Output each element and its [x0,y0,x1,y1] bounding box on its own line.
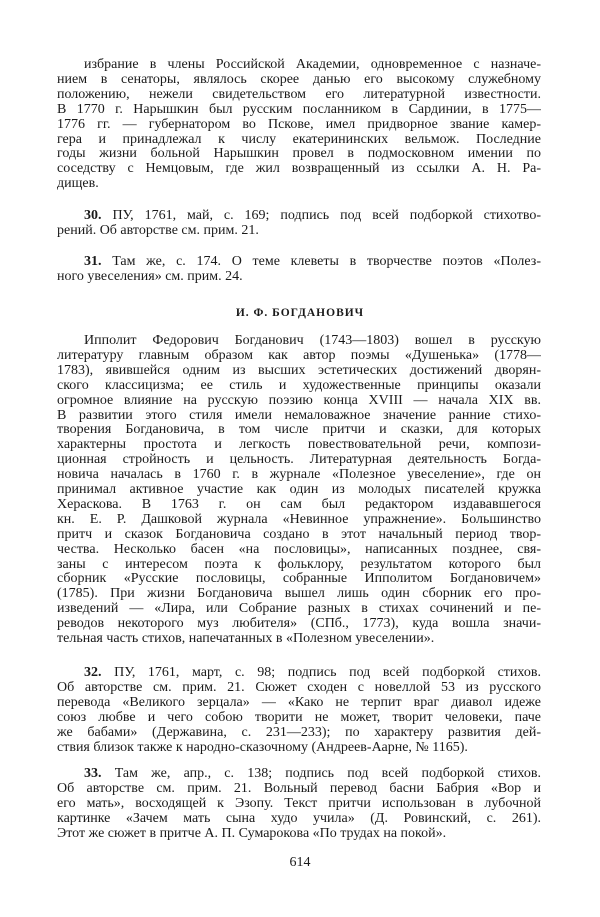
para-bogdanovich-line: реводов некоторого муз любителя» (СПб., 1773), куда вошла значи- [57,616,541,632]
para-bogdanovich-line: В развитии этого стиля имели немаловажное значение ранние стихо- [57,407,541,423]
para-bogdanovich-line: 1783), явившейся одним из высших эстетических достижений дворян- [57,362,541,378]
para-naryshkin-line: годы жизни больной Нарышкин провел в подмосковном имении по [57,146,541,162]
para-bogdanovich-line: чества. Несколько басен «на пословицы», написанных позднее, свя- [57,541,541,557]
note-number: 33. [84,766,102,781]
para-bogdanovich-line: принимал активное участие как один из молодых писателей кружка [57,482,541,497]
para-bogdanovich-line: литературу главным образом как автор поэмы «Душенька» (1778— [57,347,541,363]
page-number: 614 [289,855,311,870]
para-naryshkin-line: соседству с Немцовым, где жил возвращенный из ссылки А. Н. Ра- [57,161,541,177]
note-32-line [84,665,541,680]
note-33-line: Этот же сюжет в притче А. П. Сумарокова «По трудах на покой». [57,825,447,841]
para-bogdanovich-line: Ипполит Федорович Богданович (1743—1803) вошел в русскую [84,333,541,348]
note-number: 30. [84,208,102,223]
para-bogdanovich-line: тельная часть стихов, напечатанных в «Полезном увеселении». [57,631,435,646]
line-text: ПУ, 1761, май, с. 169; подпись под всей подборкой стихотво- [112,208,541,223]
note-32-line: союз любве и чего собою творити не может, творит человеки, паче [57,709,541,725]
note-31-line [84,254,541,269]
note-30-line: рений. Об авторстве см. прим. 21. [57,222,259,238]
para-naryshkin-line: гера и принадлежал к числу екатерининских вельмож. Последние [57,131,541,147]
line-text: Там же, апр., с. 138; подпись под всей подборкой стихов. [114,766,541,781]
para-bogdanovich-line: огромное влияние на русскую поэзию конца XVIII — начала XIX вв. [57,392,541,408]
para-naryshkin-line: нием в сенаторы, являлось скорее данью его высокому служебному [57,71,541,87]
note-32-line: Об авторстве см. прим. 21. Сюжет сходен с новеллой 53 из русского [57,679,541,695]
note-33-line [84,766,541,781]
para-naryshkin-line: положению, нежели свидетельством его литературной известности. [57,86,541,102]
para-bogdanovich-line: заны с интересом поэта к фольклору, результатом которого был [57,556,541,572]
note-33-line: Об авторстве см. прим. 21. Вольный перевод басни Бабрия «Вор и [57,780,541,796]
para-bogdanovich-line: новича началась в 1760 г. в журнале «Полезное увеселение», где он [57,467,541,483]
para-naryshkin-line: 1776 гг. — губернатором во Пскове, имел придворное звание камер- [57,116,541,132]
note-number: 31. [84,254,102,269]
section-heading: И. Ф. БОГДАНОВИЧ [235,307,365,319]
para-bogdanovich-line: изведений — «Лира, или Собрание разных в стихах сочинений и пе- [57,601,541,617]
para-bogdanovich-line: притч и сказок Богдановича создано в этот начальный период твор- [57,526,541,542]
note-number: 32. [84,665,102,680]
para-bogdanovich-line: (1785). При жизни Богдановича вышел лишь один сборник его про- [57,586,541,602]
para-naryshkin-line: дищев. [57,176,99,192]
para-naryshkin-line: В 1770 г. Нарышкин был русским посланником в Сардинии, в 1775— [57,101,541,117]
para-bogdanovich-line: творения Богдановича, в том числе притчи и сказки, для которых [57,422,541,438]
note-32-line: перевода «Великого зерцала» — «Како не терпит враг диавол идеже [57,694,541,710]
note-31-line: ного увеселения» см. прим. 24. [57,268,243,284]
para-naryshkin-line: избрание в члены Российской Академии, одновременное с назначе- [84,57,541,72]
line-text: Там же, с. 174. О теме клеветы в творчестве поэтов «Полез- [112,254,541,269]
para-bogdanovich-line: Хераскова. В 1763 г. он сам был редактором издававшегося [57,496,541,512]
para-bogdanovich-line: кн. Е. Р. Дашковой журнала «Невинное упражнение». Большинство [57,511,541,527]
note-33-line: его мать», восходящей к Эзопу. Текст притчи использован в лубочной [57,795,541,811]
para-bogdanovich-line: характерны простота и легкость повествовательной речи, компози- [57,437,541,453]
note-30-line [84,208,541,223]
para-bogdanovich-line: ского классицизма; ее стиль и художественные принципы оказали [57,377,541,393]
para-bogdanovich-line: ционная стройность и цельность. Литературная деятельность Богда- [57,452,541,468]
line-text: ПУ, 1761, март, с. 98; подпись под всей подборкой стихов. [114,665,541,680]
para-bogdanovich-line: сборник «Русские пословицы, собранные Ипполитом Богдановичем» [57,571,541,587]
note-32-line: ствия близок также к народно-сказочному (Андреев-Аарне, № 1165). [57,739,468,755]
note-32-line: же бабами» (Державина, с. 231—233); по характеру развития дей- [57,724,541,740]
note-33-line: картинке «Зачем мать сына худо учила» (Д. Ровинский, с. 261). [57,810,541,826]
